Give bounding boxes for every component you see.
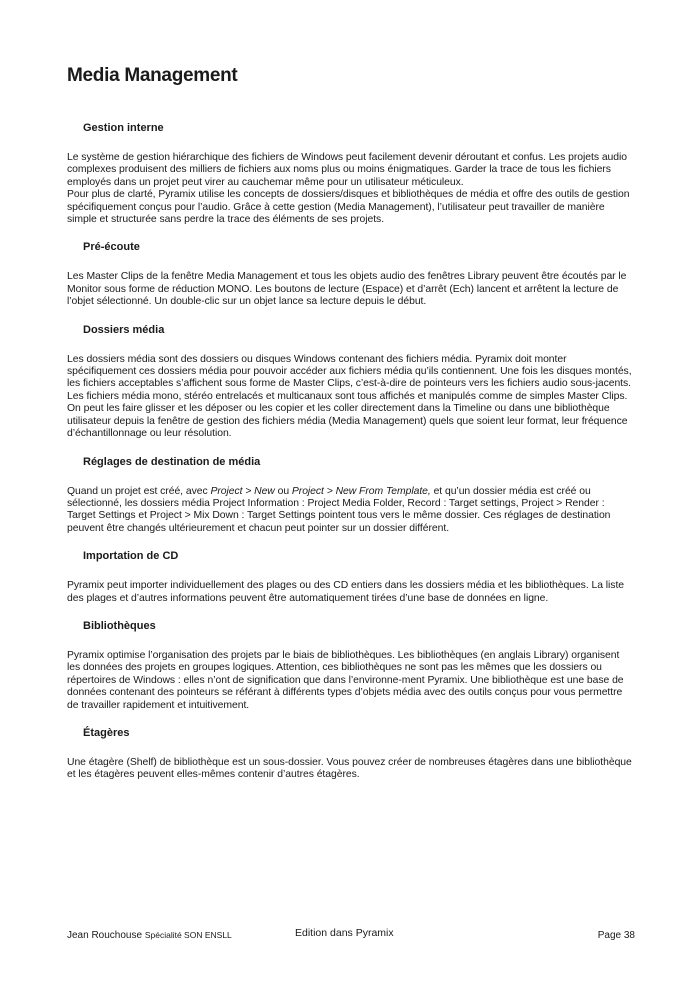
paragraph-text: ou xyxy=(274,485,292,497)
section-heading: Réglages de destination de média xyxy=(83,455,261,468)
page-footer xyxy=(67,927,635,945)
footer-page-number: Page 38 xyxy=(597,930,635,941)
menu-path-new: Project > New xyxy=(210,485,275,497)
section-importation-cd xyxy=(67,549,635,605)
paragraph: Pour plus de clarté, Pyramix utilise les concepts de dossiers/disques et bibliothèques de média et offre des outils de gestion spécifiquement conçus pour l’audio. Grâce à cette gestion (Media Management), l’utilisateur peut travailler de manière simple et structurée sans perdre la trace des éléments de ses projets. xyxy=(67,189,630,226)
footer-author-sub: Spécialité SON ENSLL xyxy=(144,930,232,940)
footer-author xyxy=(67,930,232,941)
section-heading: Dossiers média xyxy=(83,323,165,336)
paragraph-text: et qu’un dossier média est créé ou sélectionné, les dossiers média Project Information : Project Media Folder, Record : Target settings, Project > Render : Target Settings et Project > Mix Down : Target Settings pointent tous vers le même dossier. Ces réglages de destination peuvent être changés ultérieurement et chacun peut pointer sur un dossier différent. xyxy=(67,485,611,534)
section-heading: Pré-écoute xyxy=(83,241,140,254)
page-title: Media Management xyxy=(67,65,238,86)
section-gestion-interne xyxy=(67,121,635,226)
section-heading: Étagères xyxy=(83,726,130,739)
paragraph: Pyramix peut importer individuellement des plages ou des CD entiers dans les dossiers média et les bibliothèques. La liste des plages et d’autres informations peuvent être automatiquement tirées d’une base de données en ligne. xyxy=(67,580,625,604)
menu-path-new-from-template: Project > New From Template, xyxy=(291,485,431,497)
section-heading: Gestion interne xyxy=(83,122,164,134)
paragraph-text: Quand un projet est créé, avec xyxy=(67,485,211,497)
footer-title: Edition dans Pyramix xyxy=(295,927,394,939)
section-pre-ecoute xyxy=(67,240,635,308)
paragraph: On peut les faire glisser et les déposer ou les copier et les coller directement dans la Timeline ou dans une bibliothèque utilisateur depuis la fenêtre de gestion des fichiers média (Media Management) quels que soient leur format, leur fréquence d’échantillonnage ou leur résolution. xyxy=(67,403,628,440)
section-reglages-destination xyxy=(67,455,635,536)
paragraph: Les dossiers média sont des dossiers ou disques Windows contenant des fichiers média. Pyramix doit monter spécifiquement ces dossiers média pour pouvoir accéder aux fichiers média qu’ils contiennent. Une fois les disques montés, les fichiers acceptables s’affichent sous forme de Master Clips, c’est-à-dire de pointeurs vers les fichiers audio sous-jacents. Les fichiers média mono, stéréo entrelacés et multicanaux sont tous affichés et manipulés comme de simples Master Clips. xyxy=(67,353,632,402)
paragraph: Le système de gestion hiérarchique des fichiers de Windows peut facilement devenir déroutant et confus. Les projets audio complexes produisent des milliers de fichiers aux noms plus ou moins énigmatiques. Garder la trace de tous les fichiers employés dans un projet peut virer au cauchemar même pour un utilisateur méticuleux. xyxy=(67,152,627,188)
section-heading: Importation de CD xyxy=(83,550,179,563)
document-page xyxy=(67,64,635,782)
section-etageres xyxy=(67,726,635,782)
paragraph: Les Master Clips de la fenêtre Media Management et tous les objets audio des fenêtres Library peuvent être écoutés par le Monitor sous forme de réduction MONO. Les boutons de lecture (Espace) et d’arrêt (Ech) lancent et arrêtent la lecture de l’objet sélectionné. Un double-clic sur un objet lance sa lecture depuis le début. xyxy=(67,271,627,308)
section-heading: Bibliothèques xyxy=(83,619,156,632)
paragraph xyxy=(67,486,635,536)
paragraph: Pyramix optimise l’organisation des projets par le biais de bibliothèques. Les bibliothèques (en anglais Library) organisent les données des projets en groupes logiques. Attention, ces bibliothèques ne sont pas les mêmes que les dossiers ou répertoires de Windows : elles n’ont de signification que dans l’environne-ment Pyramix. Une bibliothèque est une base de données contenant des pointeurs se référant à différents types d’objets média avec des outils conçus pour vous permettre de travailler rapidement et intuitivement. xyxy=(67,649,624,711)
section-bibliotheques xyxy=(67,619,635,712)
section-dossiers-media xyxy=(67,323,635,441)
paragraph: Une étagère (Shelf) de bibliothèque est un sous-dossier. Vous pouvez créer de nombreuses étagères dans une bibliothèque et les étagères peuvent elles-mêmes contenir d’autres étagères. xyxy=(67,756,632,781)
footer-author-name: Jean Rouchouse xyxy=(67,930,143,941)
